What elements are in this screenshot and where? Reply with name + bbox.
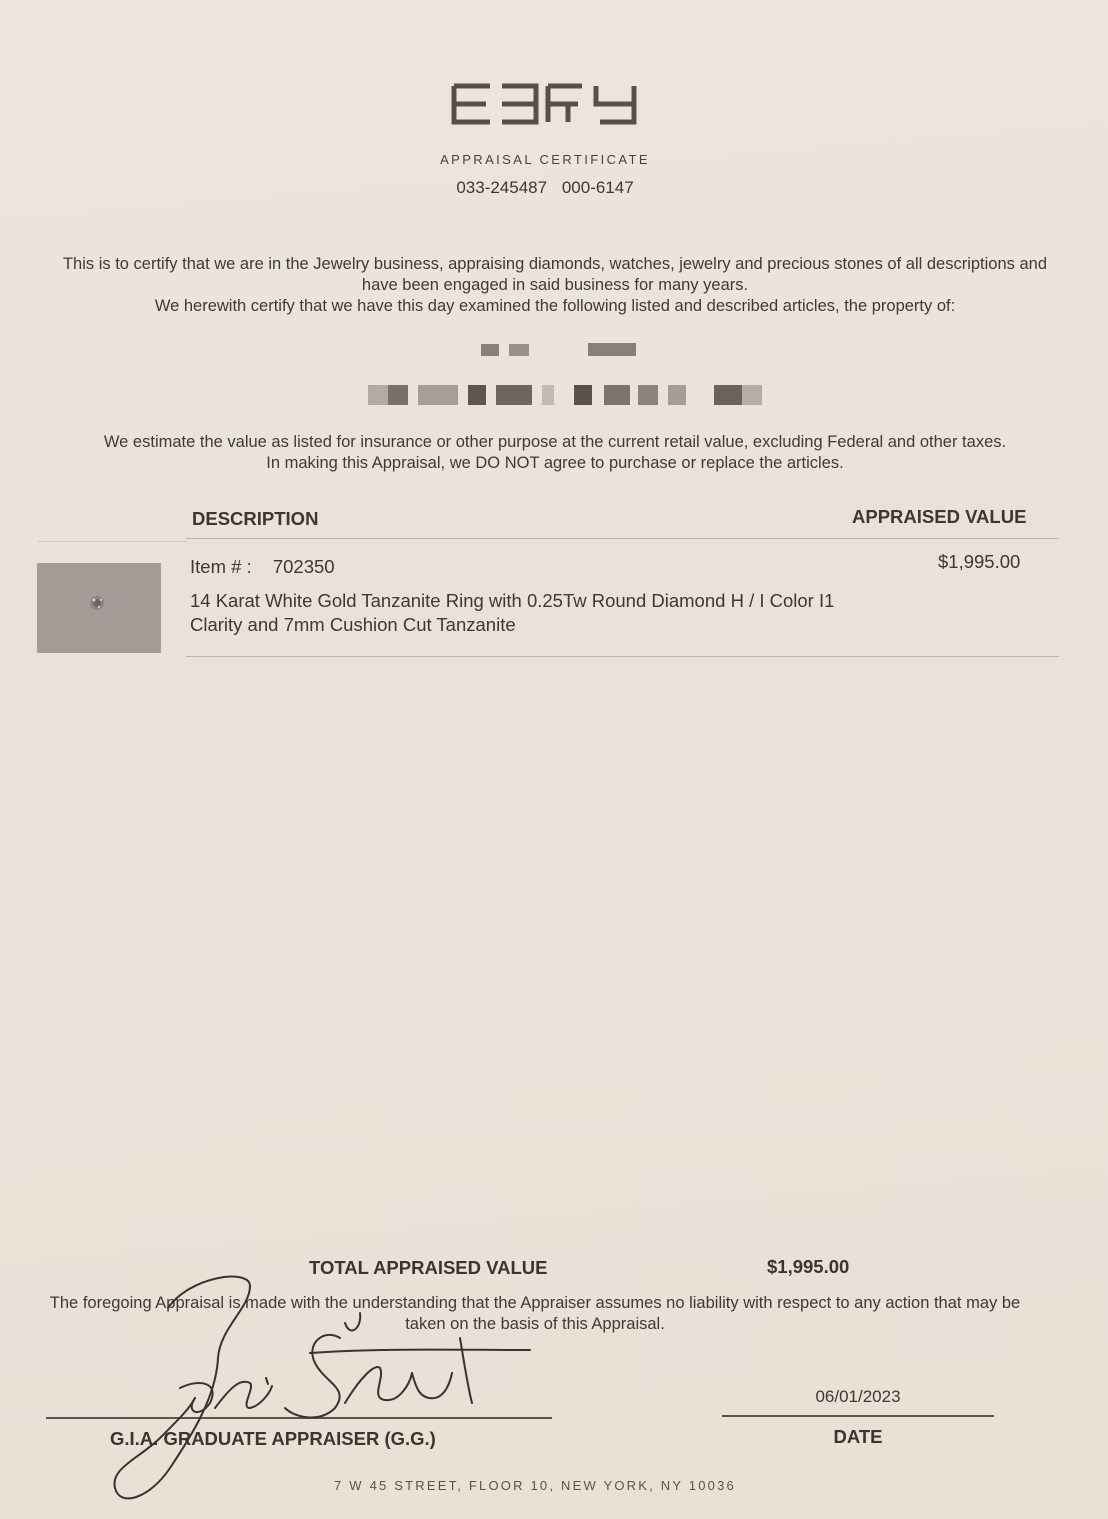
valuation-disclaimer (40, 432, 1070, 474)
item-label: Item # : (190, 556, 252, 577)
footer-address: 7 W 45 STREET, FLOOR 10, NEW YORK, NY 10036 (334, 1478, 736, 1493)
divider (186, 538, 1059, 539)
disclaimer-line-2: In making this Appraisal, we DO NOT agree to purchase or replace the articles. (266, 454, 844, 472)
intro-line-1: This is to certify that we are in the Jewelry business, appraising diamonds, watches, jewelry and precious stones of all descriptions and have been engaged in said business for many years. (62, 255, 1048, 294)
certificate-numbers (0, 178, 1090, 198)
divider (186, 656, 1059, 657)
item-appraised-value: $1,995.00 (938, 551, 1021, 572)
intro-paragraph (40, 254, 1070, 317)
intro-line-2: We herewith certify that we have this day examined the following listed and described articles, the property of: (154, 297, 956, 315)
liability-statement: The foregoing Appraisal is made with the understanding that the Appraiser assumes no liability with respect to any action that may be taken on the basis of this Appraisal. (49, 1294, 1021, 1333)
description-column-header: DESCRIPTION (192, 508, 319, 529)
total-appraised-value: $1,995.00 (767, 1256, 850, 1277)
total-appraised-label: TOTAL APPRAISED VALUE (309, 1257, 548, 1278)
appraised-value-column-header: APPRAISED VALUE (852, 506, 1027, 527)
ring-photo (37, 563, 161, 653)
date-line (722, 1415, 994, 1417)
certificate-number-1: 033-245487 (456, 178, 548, 197)
effy-logo (450, 82, 640, 126)
certificate-number-2: 000-6147 (561, 178, 634, 197)
item-description: 14 Karat White Gold Tanzanite Ring with 0.25Tw Round Diamond H / I Color I1 Clarity and 7mm Cushion Cut Tanzanite (190, 590, 835, 635)
certificate-title: APPRAISAL CERTIFICATE (440, 152, 650, 167)
signature-line (46, 1417, 552, 1419)
disclaimer-line-1: We estimate the value as listed for insurance or other purpose at the current retail value, excluding Federal and other taxes. (103, 433, 1007, 451)
item-number: 702350 (272, 556, 335, 577)
divider (38, 541, 188, 542)
item-number-line (190, 556, 335, 578)
appraiser-title: G.I.A. GRADUATE APPRAISER (G.G.) (110, 1428, 436, 1449)
appraisal-date: 06/01/2023 (815, 1387, 901, 1406)
date-label: DATE (833, 1426, 883, 1447)
